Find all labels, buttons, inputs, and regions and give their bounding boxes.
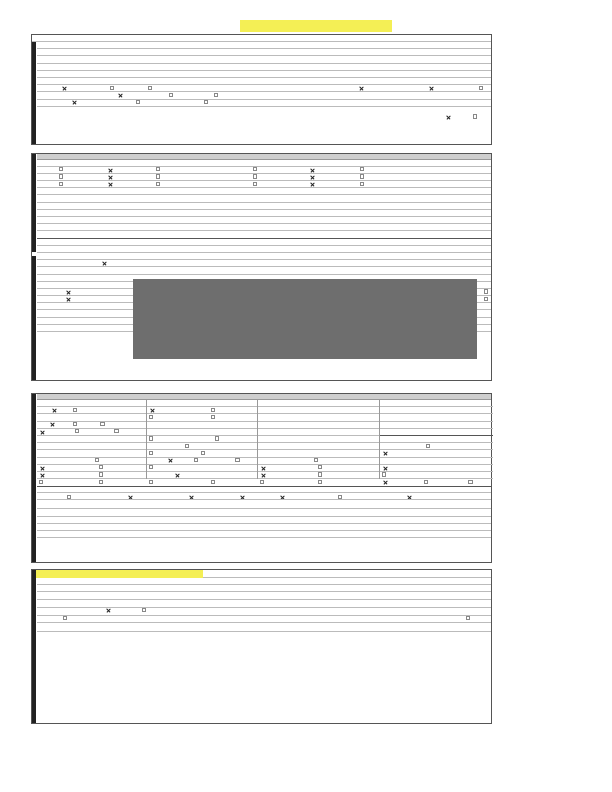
interior-row-4 xyxy=(380,429,493,436)
exterior-header xyxy=(257,394,378,400)
site-sidebar xyxy=(32,256,36,380)
final-row-3 xyxy=(37,648,491,656)
improvements-lower xyxy=(37,486,491,545)
offered-yes-checkbox[interactable] xyxy=(445,114,449,118)
improvements-sidebar xyxy=(32,394,36,562)
patio-row xyxy=(258,465,379,472)
market-row xyxy=(37,217,491,224)
units-row xyxy=(37,400,146,407)
description-row-2 xyxy=(37,203,491,210)
garage-type-row xyxy=(380,472,493,479)
offered-no-checkbox[interactable] xyxy=(473,114,477,118)
neighborhood-sidebar xyxy=(32,154,36,252)
reconciliation-comment-row-1 xyxy=(37,578,491,585)
final-row-1 xyxy=(37,632,491,640)
description-row-3 xyxy=(37,210,491,217)
occupant-row xyxy=(37,78,491,85)
amenities-row xyxy=(258,450,379,457)
purpose-row xyxy=(32,35,491,42)
evidence-row xyxy=(147,436,257,443)
garage-row xyxy=(380,458,493,465)
fireplace-row xyxy=(258,458,379,465)
overlay-banner xyxy=(133,279,477,359)
neighborhood-row xyxy=(37,71,491,78)
interior-column xyxy=(380,400,493,479)
foundation-header xyxy=(147,394,258,400)
exterior-row-1 xyxy=(258,407,379,414)
condition-row-3 xyxy=(37,531,491,538)
improvements-headers xyxy=(37,394,491,400)
att-checkbox[interactable] xyxy=(382,480,386,484)
offered-row xyxy=(37,107,491,114)
exterior-row-4 xyxy=(258,429,379,436)
cooling-row-2 xyxy=(147,472,257,479)
lender-row xyxy=(37,100,491,107)
eff-age-row xyxy=(37,443,146,450)
exterior-row-0 xyxy=(258,400,379,407)
carport-row xyxy=(380,465,493,472)
exterior-row-5 xyxy=(258,436,379,443)
attic-row-4 xyxy=(37,472,146,479)
condition-row-4 xyxy=(37,538,491,545)
status-row xyxy=(37,422,146,429)
finished-area-row xyxy=(37,493,491,500)
subject-section xyxy=(31,34,492,145)
report-title xyxy=(240,20,392,32)
pool-checkbox[interactable] xyxy=(260,480,264,484)
interior-row-1 xyxy=(380,407,493,414)
type-row xyxy=(37,414,146,421)
zoning-class-row xyxy=(37,246,491,253)
description-row xyxy=(37,195,491,202)
additional-row xyxy=(37,500,491,509)
basement-area-row xyxy=(147,414,257,421)
rights-row xyxy=(37,85,491,92)
legal-row xyxy=(37,56,491,63)
condition-row-2 xyxy=(37,524,491,531)
exterior-row-2 xyxy=(258,414,379,421)
inspection-row xyxy=(37,616,491,623)
market-row-2 xyxy=(37,224,491,231)
pool-row xyxy=(258,472,379,479)
exterior-row-3 xyxy=(258,422,379,429)
exterior-row-6 xyxy=(258,443,379,450)
reconciliation-comment-row-2 xyxy=(37,585,491,592)
general-column xyxy=(37,400,147,479)
assignment-row xyxy=(37,92,491,99)
attic-heated-checkbox[interactable] xyxy=(99,480,103,484)
hbu-row xyxy=(37,260,491,267)
appraisal-made-row xyxy=(37,600,491,608)
improvements-section xyxy=(31,393,492,563)
attic-row-3 xyxy=(37,465,146,472)
foundation-column xyxy=(147,400,258,479)
reconciliation-blank-row-2 xyxy=(37,623,491,632)
foundation-row-1 xyxy=(147,400,257,407)
market-row-3 xyxy=(37,231,491,238)
cooling-row xyxy=(147,465,257,472)
boundaries-row-2 xyxy=(37,188,491,195)
attic-row-2 xyxy=(37,458,146,465)
subject-to-repairs-row xyxy=(37,608,491,616)
condition-row xyxy=(37,517,491,524)
sales-highlight xyxy=(36,570,203,578)
attic-finished-checkbox[interactable] xyxy=(39,480,43,484)
interior-row-3 xyxy=(380,422,493,429)
fuel-row xyxy=(147,458,257,465)
growth-row xyxy=(37,174,491,181)
stories-row xyxy=(37,407,146,414)
builtup-row xyxy=(37,167,491,174)
parcel-row xyxy=(37,64,491,71)
reconciliation-section xyxy=(31,569,492,724)
design-row xyxy=(37,429,146,436)
subject-sidebar xyxy=(32,42,36,144)
exterior-column xyxy=(258,400,380,479)
boundaries-row xyxy=(37,181,491,188)
basement-finish-row xyxy=(147,422,257,429)
zoning-comp-row xyxy=(37,253,491,260)
det-checkbox[interactable] xyxy=(424,480,428,484)
driveway-row xyxy=(380,443,493,450)
heating-row xyxy=(147,450,257,457)
additional-blank-row xyxy=(37,509,491,516)
dimensions-row xyxy=(37,239,491,246)
interior-row-0 xyxy=(380,400,493,407)
location-row xyxy=(37,160,491,167)
final-row-2 xyxy=(37,640,491,648)
blank-row xyxy=(37,267,491,274)
year-built-row xyxy=(37,436,146,443)
builtin-checkbox[interactable] xyxy=(468,480,472,484)
outside-entry-row xyxy=(147,429,257,436)
dampness-row xyxy=(147,443,257,450)
reconciliation-sidebar xyxy=(32,570,36,723)
borrower-row xyxy=(37,49,491,56)
car-storage-row xyxy=(380,436,493,443)
cooling-other-checkbox[interactable] xyxy=(211,480,215,484)
page-frame xyxy=(31,14,492,16)
interior-row-2 xyxy=(380,414,493,421)
interior-header xyxy=(379,394,492,400)
indicated-value-row xyxy=(37,570,491,578)
reconciliation-blank-row-1 xyxy=(37,592,491,599)
foundation-row-2 xyxy=(147,407,257,414)
address-row xyxy=(37,42,491,49)
general-header xyxy=(37,394,147,400)
driveway-surface-row xyxy=(380,450,493,457)
cooling-individual-checkbox[interactable] xyxy=(149,480,153,484)
attic-row xyxy=(37,450,146,457)
appliances-row xyxy=(37,486,491,493)
other-amenity-checkbox[interactable] xyxy=(318,480,322,484)
